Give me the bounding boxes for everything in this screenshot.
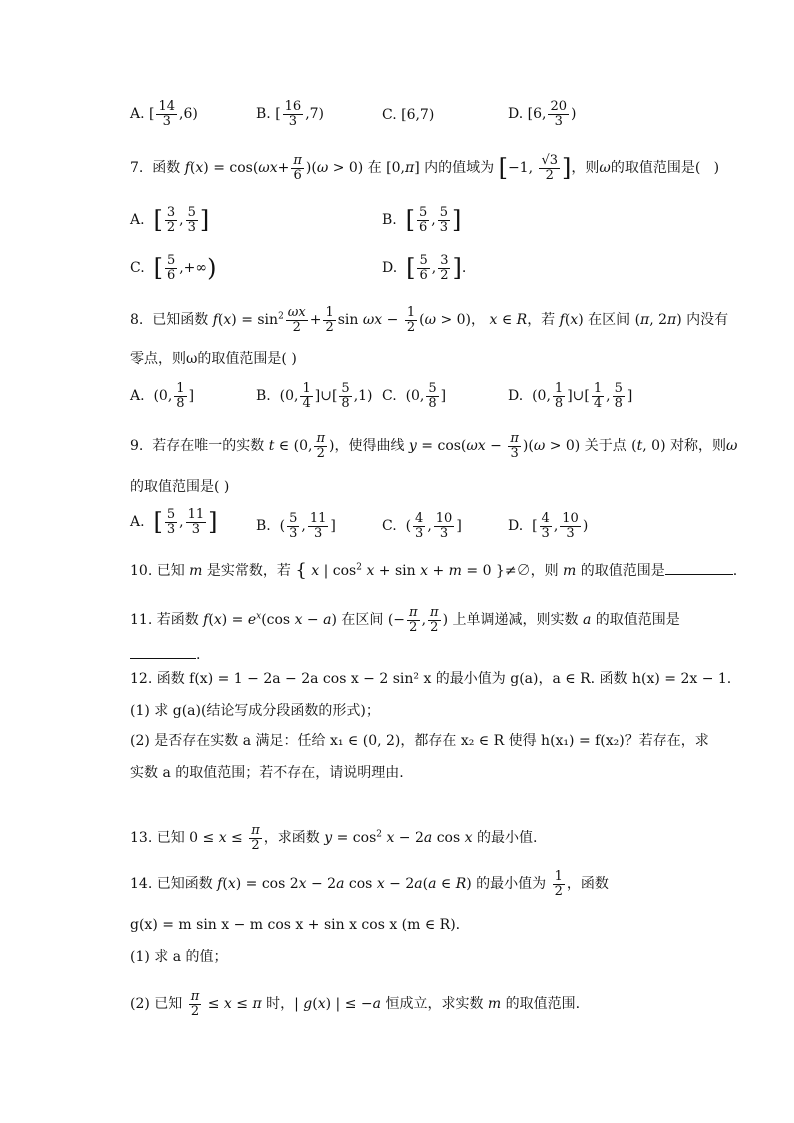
q14-stem: 14. 已知函数 f(x) = cos 2x − 2a cos x − 2a(a ∈ R) 的最小值为 $\frac{1}{2}$ ，函数 xyxy=(130,869,609,899)
q6-option-a: A. [ $\frac{14}{3}$ ,6) xyxy=(130,99,198,129)
q9-option-a: A. [ $\frac{5}{3}$ , $\frac{11}{3}$ ] xyxy=(130,507,218,537)
q12-part2: (2) 是否存在实数 a 满足：任给 x₁ ∈ (0, 2)，都存在 x₂ ∈ R 使得 h(x₁) = f(x₂)？若存在，求 xyxy=(130,733,709,749)
q11-stem: 11. 若函数 $f(x) = e^x(\cos$ x − a) 在区间 (− $\frac{\pi}{2}$ , $\frac{\pi}{2}$ ) 上单调递减，则实数 a 的取值范围是 xyxy=(130,605,680,635)
q9-stem: 9. 若存在唯一的实数 t ∈ (0, $\frac{\pi}{2}$ )，使得曲线 y = cos(ωx − $\frac{\pi}{3}$ )(ω > 0) 关于点 (t, 0) 对称，则ω xyxy=(130,431,738,461)
q9-stem-2: 的取值范围是( ) xyxy=(130,479,230,495)
q12-stem: 12. 函数 f(x) = 1 − 2a − 2a cos x − 2 sin² x 的最小值为 g(a)，a ∈ R. 函数 h(x) = 2x − 1. xyxy=(130,671,732,687)
q14-g: g(x) = m sin x − m cos x + sin x cos x (m ∈ R). xyxy=(130,917,461,933)
q10-stem: 10. 已知 m 是实常数，若 { x | $\cos^2 x + \sin x + m = 0$ }≠∅，则 m 的取值范围是 . xyxy=(130,560,738,581)
q8-option-a: A. (0, $\frac{1}{8}$ ] xyxy=(130,381,195,411)
q14-part1: (1) 求 a 的值； xyxy=(130,949,228,965)
q7-stem: 7. 函数 f(x) = cos(ωx+ $\frac{\pi}{6}$ )(ω > 0) 在 [0,π] 内的值域为 [−1, $\frac{√3}{2}$ ]，则ω的取值范围是( ) xyxy=(130,153,720,183)
q6-option-d: D. [6, $\frac{20}{3}$ ) xyxy=(508,99,577,129)
q9-option-b: B. ( $\frac{5}{3}$ , $\frac{11}{3}$ ] xyxy=(256,511,336,541)
q8-option-d: D. (0, $\frac{1}{8}$ ]∪[ $\frac{1}{4}$ , $\frac{5}{8}$ ] xyxy=(508,381,633,411)
q8-stem-2: 零点，则ω的取值范围是( ) xyxy=(130,351,297,367)
q6-option-c: C. [6,7) xyxy=(382,107,435,123)
q7-option-c: C. [ $\frac{5}{6}$ ,+∞) xyxy=(130,253,217,283)
q7-option-b: B. [ $\frac{5}{6}$ , $\frac{5}{3}$ ] xyxy=(382,205,462,235)
q12-part1: (1) 求 g(a)(结论写成分段函数的形式)； xyxy=(130,703,380,719)
q14-part2: (2) 已知 $\frac{\pi}{2}$ ≤ x ≤ π 时，| g(x) | ≤ −a 恒成立，求实数 m 的取值范围. xyxy=(130,989,581,1019)
q9-option-d: D. [ $\frac{4}{3}$ , $\frac{10}{3}$ ) xyxy=(508,511,589,541)
q8-option-c: C. (0, $\frac{5}{8}$ ] xyxy=(382,381,447,411)
q9-option-c: C. ( $\frac{4}{3}$ , $\frac{10}{3}$ ] xyxy=(382,511,462,541)
q7-option-d: D. [ $\frac{5}{6}$ , $\frac{3}{2}$ ]. xyxy=(382,253,467,283)
q6-option-b: B. [ $\frac{16}{3}$ ,7) xyxy=(256,99,325,129)
q12-part2-cont: 实数 a 的取值范围；若不存在，请说明理由. xyxy=(130,765,404,781)
q11-answer-blank[interactable]: . xyxy=(130,646,200,662)
q8-stem: 8. 已知函数 $f(x) = \sin^2$ $\frac{\omega x}{2}$ + $\frac{1}{2}$ sin ωx − $\frac{1}{2}$ (ω > 0)， x ∈ R，若 f(x) 在区间 (π, 2π) 内没有 xyxy=(130,305,729,335)
q8-option-b: B. (0, $\frac{1}{4}$ ]∪[ $\frac{5}{8}$ ,1) xyxy=(256,381,373,411)
q13-stem: 13. 已知 0 ≤ x ≤ $\frac{\pi}{2}$ ，求函数 $y = \cos^2 x - 2a$ cos x 的最小值. xyxy=(130,823,538,853)
q7-option-a: A. [ $\frac{3}{2}$ , $\frac{5}{3}$ ] xyxy=(130,205,210,235)
